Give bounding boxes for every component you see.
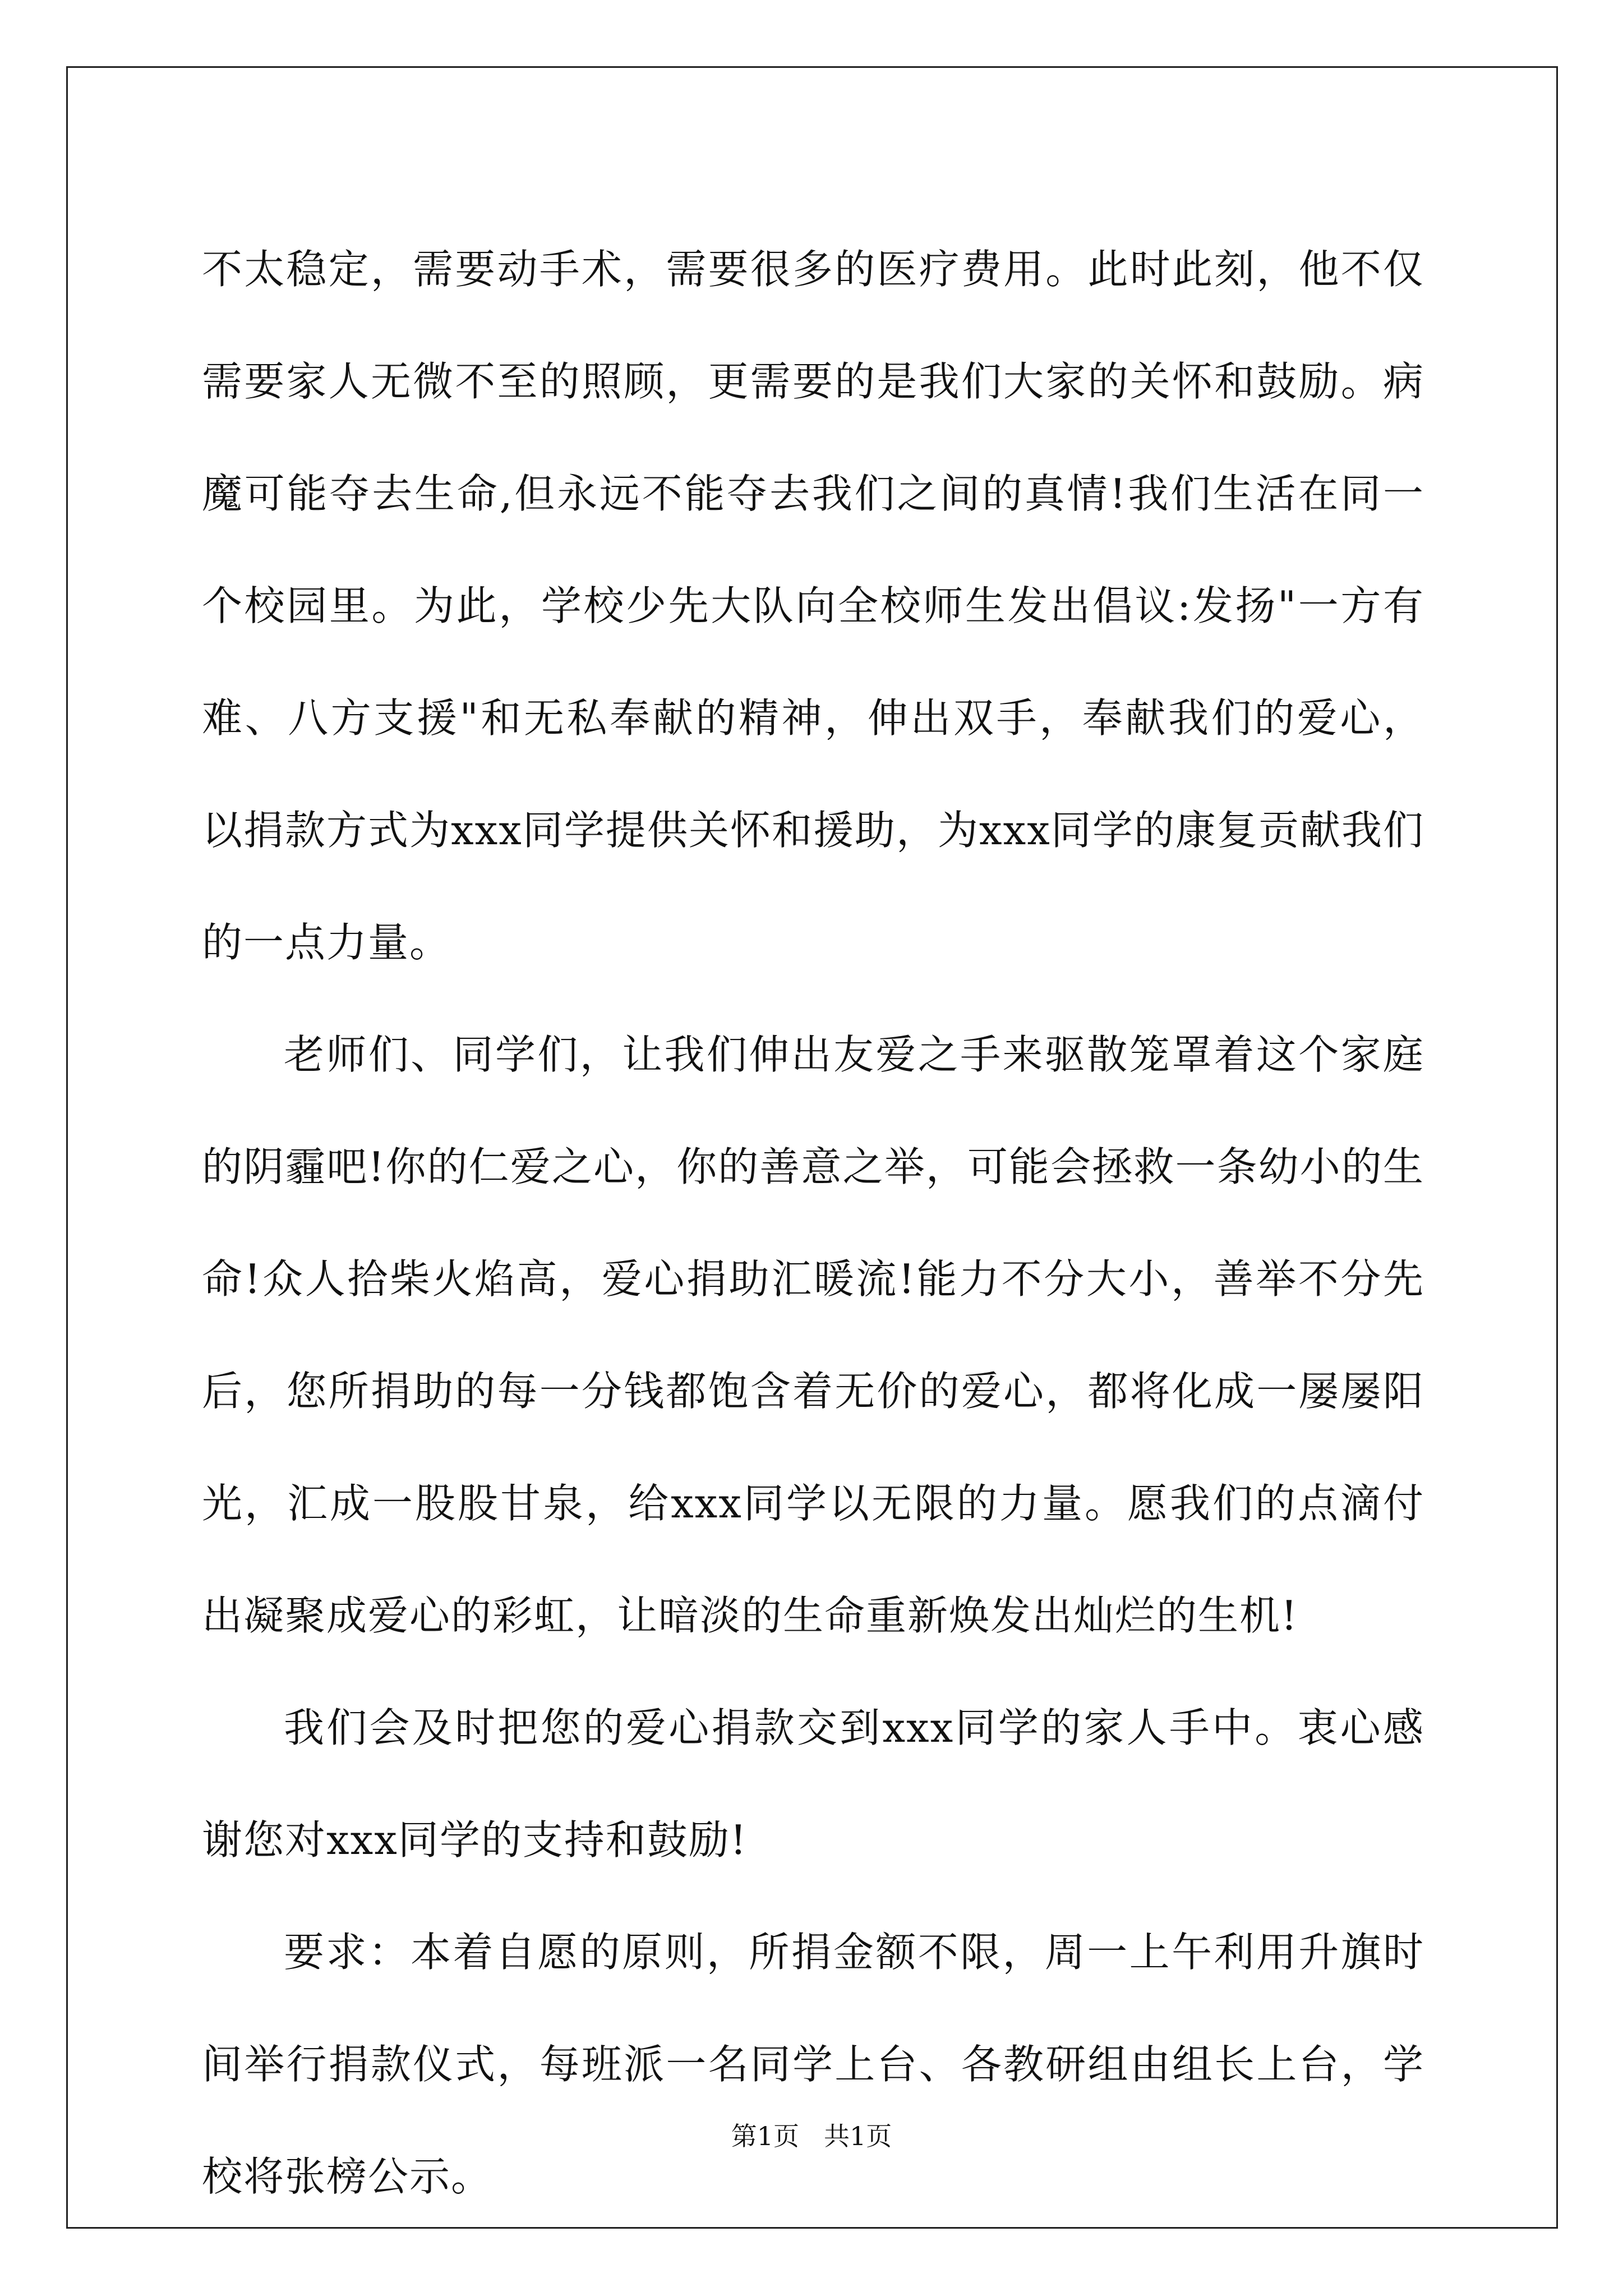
- paragraph-requirements: 要求：本着自愿的原则，所捐金额不限，周一上午利用升旗时间举行捐款仪式，每班派一名同学上台、各教研组由组长上台，学校将张榜公示。: [202, 1929, 1424, 2200]
- paragraph-continuation: 不太稳定，需要动手术，需要很多的医疗费用。此时此刻，他不仅需要家人无微不至的照顾，更需要的是我们大家的关怀和鼓励。病魔可能夺去生命,但永远不能夺去我们之间的真情!我们生活在同一个校园里。为此，学校少先大队向全校师生发出倡议:发扬"一方有难、八方支援"和无私奉献的精神，伸出双手，奉献我们的爱心，以捐款方式为xxx同学提供关怀和援助，为xxx同学的康复贡献我们的一点力量。: [202, 246, 1424, 966]
- page-total: 共1页: [823, 2121, 892, 2151]
- paragraph-appeal: 老师们、同学们，让我们伸出友爱之手来驱散笼罩着这个家庭的阴霾吧!你的仁爱之心，你的善意之举，可能会拯救一条幼小的生命!众人拾柴火焰高，爱心捐助汇暖流!能力不分大小，善举不分先后，您所捐助的每一分钱都饱含着无价的爱心，都将化成一屡屡阳光，汇成一股股甘泉，给xxx同学以无限的力量。愿我们的点滴付出凝聚成爱心的彩虹，让暗淡的生命重新焕发出灿烂的生机!: [202, 1031, 1424, 1639]
- footer-spacer: [799, 2121, 824, 2151]
- document-body: [202, 213, 1424, 2233]
- page-footer: [0, 2119, 1623, 2153]
- page-number: 第1页: [731, 2121, 800, 2151]
- paragraph-thanks: 我们会及时把您的爱心捐款交到xxx同学的家人手中。衷心感谢您对xxx同学的支持和鼓励!: [202, 1704, 1424, 1864]
